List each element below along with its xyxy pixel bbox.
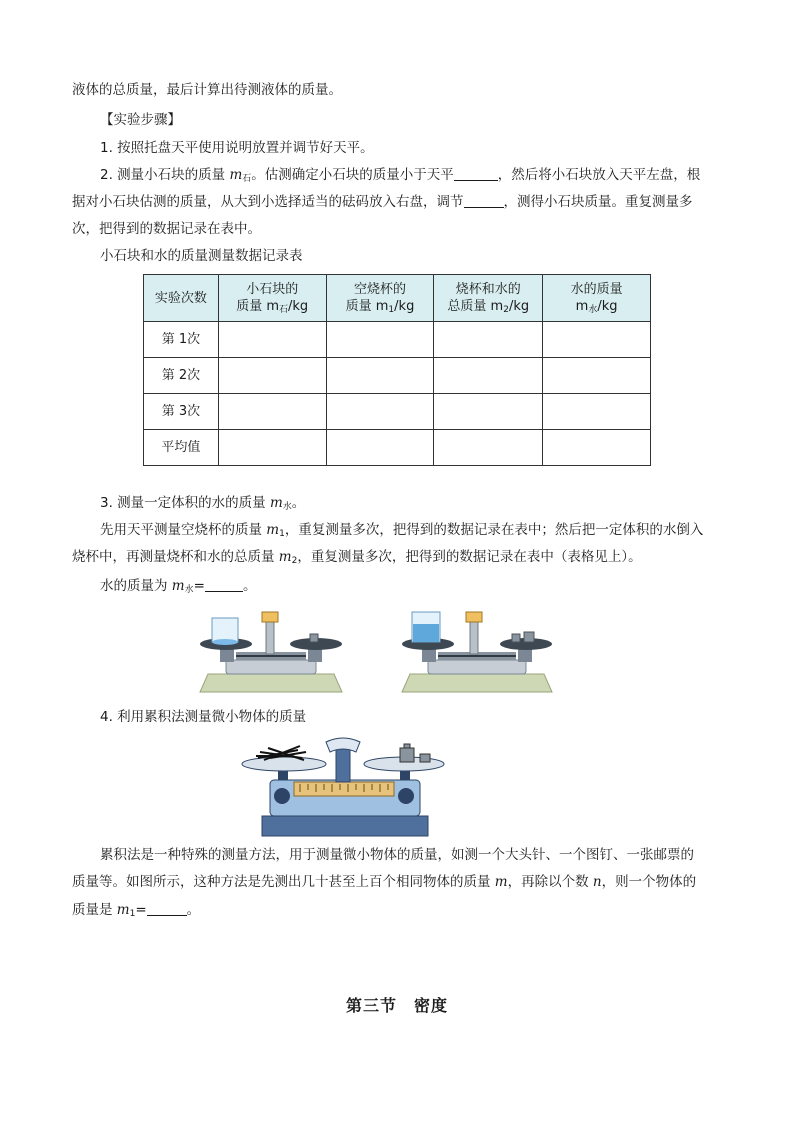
balance-water-beaker-figure [398,608,556,694]
balance-base [402,674,552,692]
row-label: 第 3次 [144,394,219,430]
table-cell[interactable] [326,322,434,358]
step-3: 3. 测量一定体积的水的质量 $m_水$。 [100,495,306,512]
data-table [143,274,651,466]
table-caption: 小石块和水的质量测量数据记录表 [100,248,303,264]
weight [512,634,520,642]
table-cell[interactable] [543,358,651,394]
step-2-line-3: 次，把得到的数据记录在表中。 [72,221,261,237]
weight [420,754,430,762]
table-cell[interactable] [543,430,651,466]
step-2-line-2: 据对小石块估测的质量，从大到小选择适当的砝码放入右盘，调节 ，测得小石块质量。重复测量多 [72,194,693,210]
header-water-mass: 水的质量 $m_水/kg$ [543,275,651,322]
paragraph-line: 液体的总质量，最后计算出待测液体的质量。 [72,82,342,98]
paragraph-line: 质量是 $m_1=$ 。 [72,902,201,919]
table-row [144,430,651,466]
table-cell[interactable] [218,322,326,358]
table-cell[interactable] [434,322,543,358]
table-cell[interactable] [543,322,651,358]
weight [400,748,414,762]
table-cell[interactable] [326,430,434,466]
table-cell[interactable] [326,394,434,430]
accumulation-balance-figure [240,736,446,838]
balance-empty-beaker-figure [196,608,346,694]
paragraph-line: 累积法是一种特殊的测量方法，用于测量微小物体的质量，如测一个大头针、一个图钉、一张邮票的 [100,847,694,863]
table-row [144,322,651,358]
answer-blank[interactable] [464,193,504,208]
table-cell[interactable] [434,430,543,466]
balance-base [262,816,428,836]
table-cell[interactable] [434,358,543,394]
paragraph-line: 质量等。如图所示，这种方法是先测出几十甚至上百个相同物体的质量 m，再除以个数 n，则一个物体的 [72,874,697,890]
table-cell[interactable] [543,394,651,430]
steps-heading: 【实验步骤】 [100,112,181,128]
table-row [144,358,651,394]
paragraph-line: 烧杯中，再测量烧杯和水的总质量 $m_2$，重复测量多次，把得到的数据记录在表中（表格见上）。 [72,549,642,566]
paragraph-line: 先用天平测量空烧杯的质量 $m_1$，重复测量多次，把得到的数据记录在表中；然后把一定体积的水倒入 [100,522,704,539]
step-1: 1. 按照托盘天平使用说明放置并调节好天平。 [100,140,374,156]
table-cell[interactable] [218,358,326,394]
answer-blank[interactable] [205,577,243,592]
table-cell[interactable] [326,358,434,394]
row-label: 第 1次 [144,322,219,358]
table-row [144,394,651,430]
left-pan [242,757,326,771]
table-cell[interactable] [218,430,326,466]
table-cell[interactable] [434,394,543,430]
beaker [212,618,238,642]
balance-base [200,674,342,692]
weight [524,632,534,642]
paragraph-line: 水的质量为 $m_水=$ 。 [100,578,257,595]
weight [310,634,318,642]
header-empty-beaker-mass: 空烧杯的 质量 $m_1/kg$ [326,275,434,322]
answer-blank[interactable] [454,166,498,181]
row-label: 平均值 [144,430,219,466]
answer-blank[interactable] [147,901,187,916]
table-cell[interactable] [218,394,326,430]
step-2-line-1: 2. 测量小石块的质量 $m_石$。估测确定小石块的质量小于天平 ，然后将小石块放入天平左盘，根 [100,167,701,184]
header-trial: 实验次数 [144,275,219,322]
scale-ruler [294,782,394,796]
header-stone-mass: 小石块的 质量 $m_石/kg$ [218,275,326,322]
step-4: 4. 利用累积法测量微小物体的质量 [100,709,307,725]
row-label: 第 2次 [144,358,219,394]
header-beaker-water-mass: 烧杯和水的 总质量 $m_2/kg$ [434,275,543,322]
section-title: 第三节 密度 [345,996,448,1015]
